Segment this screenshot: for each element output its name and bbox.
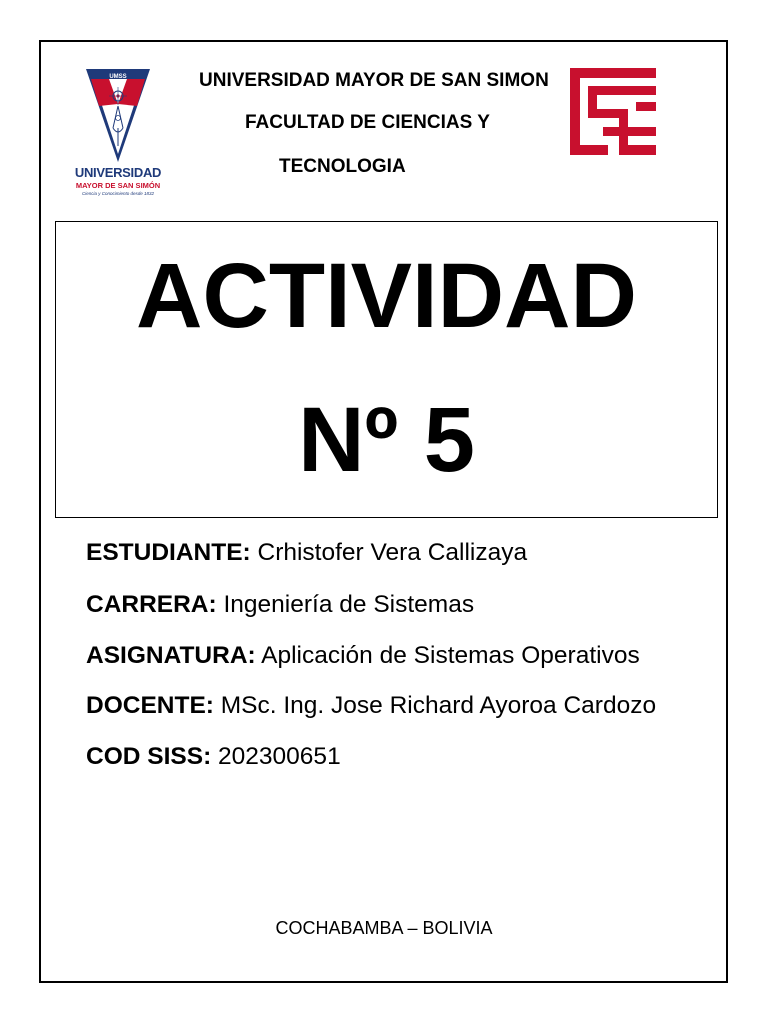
subject-value: Aplicación de Sistemas Operativos — [255, 642, 640, 669]
code-value: 202300651 — [211, 743, 341, 770]
activity-number: Nº 5 — [298, 389, 475, 491]
teacher-row — [86, 691, 656, 721]
subject-row — [86, 641, 640, 671]
faculty-name-line1: FACULTAD DE CIENCIAS Y — [245, 112, 490, 133]
activity-title: ACTIVIDAD — [136, 245, 637, 347]
career-value: Ingeniería de Sistemas — [216, 591, 475, 618]
umss-logo-subtitle: MAYOR DE SAN SIMÓN — [75, 181, 161, 190]
code-row — [86, 742, 341, 772]
umss-logo — [69, 66, 167, 202]
umss-logo-title: UNIVERSIDAD — [74, 165, 162, 180]
teacher-value: MSc. Ing. Jose Richard Ayoroa Cardozo — [213, 692, 657, 719]
umss-shield-text: UMSS — [109, 74, 127, 80]
teacher-label: DOCENTE: — [86, 692, 214, 719]
umss-shield-icon — [69, 66, 167, 166]
title-box — [55, 221, 718, 518]
university-name: UNIVERSIDAD MAYOR DE SAN SIMON — [199, 70, 549, 91]
footer-location: COCHABAMBA – BOLIVIA — [275, 918, 493, 938]
umss-logo-motto: Ciencia y Conocimiento desde 1832 — [81, 191, 155, 196]
faculty-name-line2: TECNOLOGIA — [279, 156, 406, 177]
fcyt-icon — [568, 66, 658, 157]
subject-label: ASIGNATURA: — [86, 642, 256, 669]
student-value: Crhistofer Vera Callizaya — [250, 539, 528, 566]
career-label: CARRERA: — [86, 591, 217, 618]
fcyt-logo — [568, 66, 658, 157]
student-label: ESTUDIANTE: — [86, 539, 251, 566]
code-label: COD SISS: — [86, 743, 212, 770]
career-row — [86, 590, 474, 620]
student-row — [86, 538, 527, 568]
